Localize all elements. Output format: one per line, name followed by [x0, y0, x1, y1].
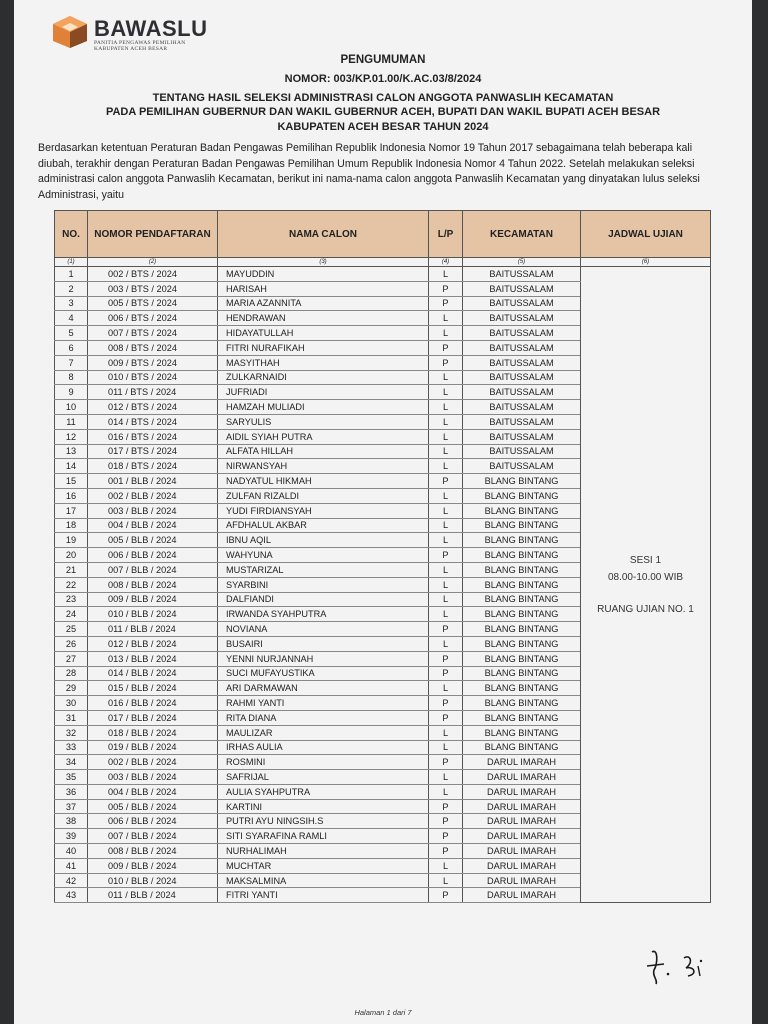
registration-number: 014 / BTS / 2024	[88, 414, 218, 429]
registration-number: 003 / BTS / 2024	[88, 281, 218, 296]
candidate-name: NOVIANA	[218, 622, 429, 637]
gender: L	[429, 503, 463, 518]
district: BAITUSSALAM	[463, 296, 581, 311]
registration-number: 007 / BLB / 2024	[88, 562, 218, 577]
candidate-name: HIDAYATULLAH	[218, 326, 429, 341]
district: DARUL IMARAH	[463, 814, 581, 829]
registration-number: 003 / BLB / 2024	[88, 770, 218, 785]
row-number: 31	[55, 710, 88, 725]
gender: P	[429, 296, 463, 311]
district: BAITUSSALAM	[463, 355, 581, 370]
gender: L	[429, 533, 463, 548]
brand-name: BAWASLU	[94, 16, 208, 41]
gender: P	[429, 696, 463, 711]
gender: L	[429, 326, 463, 341]
gender: P	[429, 340, 463, 355]
brand-subtitle: PANITIA PENGAWAS PEMILIHAN KABUPATEN ACEH BESAR	[94, 40, 186, 52]
gender: P	[429, 355, 463, 370]
registration-number: 014 / BLB / 2024	[88, 666, 218, 681]
registration-number: 017 / BLB / 2024	[88, 710, 218, 725]
district: DARUL IMARAH	[463, 858, 581, 873]
candidate-name: BUSAIRI	[218, 636, 429, 651]
registration-number: 012 / BLB / 2024	[88, 636, 218, 651]
district: BLANG BINTANG	[463, 636, 581, 651]
row-number: 41	[55, 858, 88, 873]
district: BAITUSSALAM	[463, 326, 581, 341]
row-number: 21	[55, 562, 88, 577]
gender: P	[429, 710, 463, 725]
candidate-name: SAFRIJAL	[218, 770, 429, 785]
district: BLANG BINTANG	[463, 651, 581, 666]
row-number: 15	[55, 474, 88, 489]
registration-number: 016 / BLB / 2024	[88, 696, 218, 711]
candidate-name: ALFATA HILLAH	[218, 444, 429, 459]
document-page	[14, 0, 752, 1024]
exam-time: 08.00-10.00 WIB	[607, 571, 684, 583]
registration-number: 010 / BLB / 2024	[88, 873, 218, 888]
district: DARUL IMARAH	[463, 829, 581, 844]
intro-paragraph: Berdasarkan ketentuan Peraturan Badan Pengawas Pemilihan Republik Indonesia Nomor 19 Tahun 2017 sebagaimana telah beberapa kali diubah, terakhir dengan Peraturan Badan Pengawas Pemilihan Umum Republik Indonesia Nomor 4 Tahun 2022. Setelah melakukan seleksi administrasi calon anggota Panwaslih Kecamatan, berikut ini nama-nama calon anggota Panwaslih Kecamatan yang dinyatakan lulus seleksi Administrasi, yaitu	[38, 142, 700, 201]
announcement-subject-line3: KABUPATEN ACEH BESAR TAHUN 2024	[277, 121, 489, 133]
candidate-name: DALFIANDI	[218, 592, 429, 607]
registration-number: 009 / BLB / 2024	[88, 592, 218, 607]
gender: L	[429, 267, 463, 282]
gender: L	[429, 370, 463, 385]
district: BLANG BINTANG	[463, 533, 581, 548]
candidate-name: ARI DARMAWAN	[218, 681, 429, 696]
registration-number: 019 / BLB / 2024	[88, 740, 218, 755]
row-number: 7	[55, 355, 88, 370]
gender: L	[429, 873, 463, 888]
gender: L	[429, 385, 463, 400]
candidate-name: RITA DIANA	[218, 710, 429, 725]
gender: L	[429, 770, 463, 785]
row-number: 5	[55, 326, 88, 341]
district: BLANG BINTANG	[463, 666, 581, 681]
gender: L	[429, 607, 463, 622]
candidate-name: AULIA SYAHPUTRA	[218, 784, 429, 799]
row-number: 11	[55, 414, 88, 429]
registration-number: 009 / BTS / 2024	[88, 355, 218, 370]
registration-number: 002 / BLB / 2024	[88, 755, 218, 770]
announcement-number: NOMOR: 003/KP.01.00/K.AC.03/8/2024	[284, 73, 482, 85]
row-number: 9	[55, 385, 88, 400]
district: BLANG BINTANG	[463, 518, 581, 533]
registration-number: 006 / BLB / 2024	[88, 548, 218, 563]
gender: L	[429, 400, 463, 415]
row-number: 26	[55, 636, 88, 651]
registration-number: 005 / BLB / 2024	[88, 533, 218, 548]
row-number: 6	[55, 340, 88, 355]
candidate-name: SARYULIS	[218, 414, 429, 429]
district: BLANG BINTANG	[463, 474, 581, 489]
registration-number: 005 / BLB / 2024	[88, 799, 218, 814]
gender: L	[429, 725, 463, 740]
row-number: 25	[55, 622, 88, 637]
registration-number: 008 / BLB / 2024	[88, 577, 218, 592]
candidate-name: SUCI MUFAYUSTIKA	[218, 666, 429, 681]
district: DARUL IMARAH	[463, 755, 581, 770]
district: BLANG BINTANG	[463, 592, 581, 607]
registration-number: 012 / BTS / 2024	[88, 400, 218, 415]
district: BLANG BINTANG	[463, 725, 581, 740]
gender: L	[429, 681, 463, 696]
gender: P	[429, 474, 463, 489]
district: BAITUSSALAM	[463, 444, 581, 459]
row-number: 18	[55, 518, 88, 533]
row-number: 27	[55, 651, 88, 666]
district: BLANG BINTANG	[463, 710, 581, 725]
candidate-name: AFDHALUL AKBAR	[218, 518, 429, 533]
district: BLANG BINTANG	[463, 740, 581, 755]
candidate-name: MAYUDDIN	[218, 267, 429, 282]
gender: L	[429, 429, 463, 444]
district: BAITUSSALAM	[463, 267, 581, 282]
registration-number: 008 / BLB / 2024	[88, 844, 218, 859]
candidate-name: SYARBINI	[218, 577, 429, 592]
row-number: 30	[55, 696, 88, 711]
exam-session: SESI 1	[629, 554, 662, 566]
candidate-table	[54, 210, 711, 903]
registration-number: 016 / BTS / 2024	[88, 429, 218, 444]
gender: P	[429, 651, 463, 666]
district: DARUL IMARAH	[463, 873, 581, 888]
gender: P	[429, 829, 463, 844]
district: DARUL IMARAH	[463, 888, 581, 903]
gender: L	[429, 858, 463, 873]
registration-number: 010 / BTS / 2024	[88, 370, 218, 385]
gender: L	[429, 444, 463, 459]
registration-number: 008 / BTS / 2024	[88, 340, 218, 355]
row-number: 23	[55, 592, 88, 607]
district: BAITUSSALAM	[463, 429, 581, 444]
candidate-name: ROSMINI	[218, 755, 429, 770]
row-number: 10	[55, 400, 88, 415]
registration-number: 001 / BLB / 2024	[88, 474, 218, 489]
registration-number: 015 / BLB / 2024	[88, 681, 218, 696]
header-gender: L/P	[429, 211, 463, 258]
gender: L	[429, 488, 463, 503]
row-number: 32	[55, 725, 88, 740]
gender: P	[429, 799, 463, 814]
row-number: 19	[55, 533, 88, 548]
header-candidate-name: NAMA CALON	[218, 211, 429, 258]
row-number: 8	[55, 370, 88, 385]
registration-number: 011 / BLB / 2024	[88, 888, 218, 903]
candidate-name: RAHMI YANTI	[218, 696, 429, 711]
registration-number: 007 / BTS / 2024	[88, 326, 218, 341]
gender: P	[429, 844, 463, 859]
gender: P	[429, 281, 463, 296]
bawaslu-logo-icon	[52, 15, 88, 49]
district: BAITUSSALAM	[463, 459, 581, 474]
district: BLANG BINTANG	[463, 577, 581, 592]
column-index: (6)	[581, 258, 711, 267]
registration-number: 018 / BTS / 2024	[88, 459, 218, 474]
registration-number: 004 / BLB / 2024	[88, 518, 218, 533]
gender: P	[429, 548, 463, 563]
handwritten-signature	[644, 944, 714, 988]
district: BLANG BINTANG	[463, 681, 581, 696]
candidate-name: ZULKARNAIDI	[218, 370, 429, 385]
registration-number: 009 / BLB / 2024	[88, 858, 218, 873]
row-number: 1	[55, 267, 88, 282]
candidate-name: MASYITHAH	[218, 355, 429, 370]
candidate-name: JUFRIADI	[218, 385, 429, 400]
row-number: 2	[55, 281, 88, 296]
row-number: 28	[55, 666, 88, 681]
gender: L	[429, 740, 463, 755]
exam-room: RUANG UJIAN NO. 1	[597, 603, 694, 615]
candidate-name: YENNI NURJANNAH	[218, 651, 429, 666]
candidate-name: FITRI NURAFIKAH	[218, 340, 429, 355]
candidate-name: IRWANDA SYAHPUTRA	[218, 607, 429, 622]
row-number: 33	[55, 740, 88, 755]
district: BLANG BINTANG	[463, 488, 581, 503]
announcement-subject-line1: TENTANG HASIL SELEKSI ADMINISTRASI CALON ANGGOTA PANWASLIH KECAMATAN	[152, 92, 614, 104]
district: BLANG BINTANG	[463, 607, 581, 622]
row-number: 17	[55, 503, 88, 518]
registration-number: 011 / BLB / 2024	[88, 622, 218, 637]
registration-number: 017 / BTS / 2024	[88, 444, 218, 459]
candidate-name: ZULFAN RIZALDI	[218, 488, 429, 503]
header-registration-number: NOMOR PENDAFTARAN	[88, 211, 218, 258]
district: BAITUSSALAM	[463, 400, 581, 415]
gender: P	[429, 755, 463, 770]
table-row	[55, 267, 711, 282]
district: BLANG BINTANG	[463, 548, 581, 563]
registration-number: 002 / BLB / 2024	[88, 488, 218, 503]
candidate-name: MUSTARIZAL	[218, 562, 429, 577]
candidate-name: MARIA AZANNITA	[218, 296, 429, 311]
registration-number: 013 / BLB / 2024	[88, 651, 218, 666]
gender: L	[429, 592, 463, 607]
table-header-row	[55, 211, 711, 258]
row-number: 20	[55, 548, 88, 563]
gender: P	[429, 888, 463, 903]
candidate-name: NADYATUL HIKMAH	[218, 474, 429, 489]
row-number: 40	[55, 844, 88, 859]
gender: L	[429, 518, 463, 533]
district: BLANG BINTANG	[463, 562, 581, 577]
district: BAITUSSALAM	[463, 414, 581, 429]
row-number: 14	[55, 459, 88, 474]
registration-number: 004 / BLB / 2024	[88, 784, 218, 799]
district: BAITUSSALAM	[463, 340, 581, 355]
district: BAITUSSALAM	[463, 281, 581, 296]
gender: L	[429, 636, 463, 651]
row-number: 36	[55, 784, 88, 799]
column-index: (5)	[463, 258, 581, 267]
registration-number: 006 / BTS / 2024	[88, 311, 218, 326]
column-index: (1)	[55, 258, 88, 267]
gender: L	[429, 459, 463, 474]
row-number: 12	[55, 429, 88, 444]
candidate-name: HENDRAWAN	[218, 311, 429, 326]
candidate-name: WAHYUNA	[218, 548, 429, 563]
page-number: Halaman 1 dari 7	[354, 1008, 412, 1017]
candidate-name: IBNU AQIL	[218, 533, 429, 548]
header-district: KECAMATAN	[463, 211, 581, 258]
table-body	[55, 267, 711, 903]
announcement-heading: PENGUMUMAN	[340, 54, 426, 66]
row-number: 35	[55, 770, 88, 785]
row-number: 38	[55, 814, 88, 829]
candidate-name: MAULIZAR	[218, 725, 429, 740]
row-number: 43	[55, 888, 88, 903]
district: DARUL IMARAH	[463, 844, 581, 859]
exam-schedule-cell	[581, 267, 711, 903]
registration-number: 002 / BTS / 2024	[88, 267, 218, 282]
candidate-name: YUDI FIRDIANSYAH	[218, 503, 429, 518]
row-number: 42	[55, 873, 88, 888]
row-number: 3	[55, 296, 88, 311]
candidate-name: MUCHTAR	[218, 858, 429, 873]
candidate-name: NIRWANSYAH	[218, 459, 429, 474]
registration-number: 006 / BLB / 2024	[88, 814, 218, 829]
candidate-name: IRHAS AULIA	[218, 740, 429, 755]
candidate-name: FITRI YANTI	[218, 888, 429, 903]
registration-number: 010 / BLB / 2024	[88, 607, 218, 622]
district: BAITUSSALAM	[463, 311, 581, 326]
candidate-name: PUTRI AYU NINGSIH.S	[218, 814, 429, 829]
district: DARUL IMARAH	[463, 770, 581, 785]
header-exam-schedule: JADWAL UJIAN	[581, 211, 711, 258]
candidate-name: HARISAH	[218, 281, 429, 296]
registration-number: 018 / BLB / 2024	[88, 725, 218, 740]
district: BLANG BINTANG	[463, 503, 581, 518]
district: BLANG BINTANG	[463, 696, 581, 711]
candidate-name: SITI SYARAFINA RAMLI	[218, 829, 429, 844]
district: BAITUSSALAM	[463, 370, 581, 385]
row-number: 16	[55, 488, 88, 503]
district: DARUL IMARAH	[463, 784, 581, 799]
gender: L	[429, 784, 463, 799]
announcement-subject-line2: PADA PEMILIHAN GUBERNUR DAN WAKIL GUBERNUR ACEH, BUPATI DAN WAKIL BUPATI ACEH BESAR	[105, 106, 661, 118]
district: BLANG BINTANG	[463, 622, 581, 637]
district: BAITUSSALAM	[463, 385, 581, 400]
row-number: 24	[55, 607, 88, 622]
gender: L	[429, 562, 463, 577]
row-number: 13	[55, 444, 88, 459]
candidate-name: MAKSALMINA	[218, 873, 429, 888]
row-number: 4	[55, 311, 88, 326]
district: DARUL IMARAH	[463, 799, 581, 814]
gender: L	[429, 311, 463, 326]
candidate-name: KARTINI	[218, 799, 429, 814]
column-index: (3)	[218, 258, 429, 267]
row-number: 29	[55, 681, 88, 696]
row-number: 22	[55, 577, 88, 592]
gender: P	[429, 666, 463, 681]
column-index: (2)	[88, 258, 218, 267]
row-number: 37	[55, 799, 88, 814]
gender: P	[429, 814, 463, 829]
gender: L	[429, 577, 463, 592]
gender: P	[429, 622, 463, 637]
column-index-row	[55, 258, 711, 267]
gender: L	[429, 414, 463, 429]
header-no: NO.	[55, 211, 88, 258]
registration-number: 011 / BTS / 2024	[88, 385, 218, 400]
registration-number: 005 / BTS / 2024	[88, 296, 218, 311]
candidate-name: AIDIL SYIAH PUTRA	[218, 429, 429, 444]
candidate-name: NURHALIMAH	[218, 844, 429, 859]
registration-number: 007 / BLB / 2024	[88, 829, 218, 844]
row-number: 39	[55, 829, 88, 844]
registration-number: 003 / BLB / 2024	[88, 503, 218, 518]
row-number: 34	[55, 755, 88, 770]
candidate-name: HAMZAH MULIADI	[218, 400, 429, 415]
column-index: (4)	[429, 258, 463, 267]
